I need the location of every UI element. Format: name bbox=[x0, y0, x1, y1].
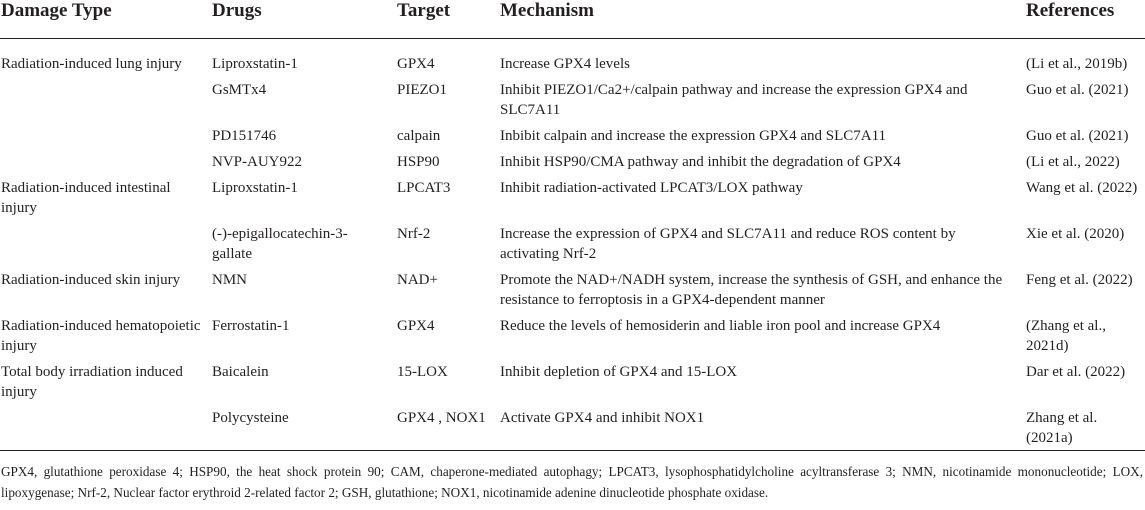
table-row bbox=[0, 80, 1145, 126]
reference-cell: Feng et al. (2022) bbox=[1026, 272, 1133, 288]
table-footnote: GPX4, glutathione peroxidase 4; HSP90, the heat shock protein 90; CAM, chaperone-mediated autophagy; LPCAT3, lysophosphatidylcholine acyltransferase 3; NMN, nicotinamide mononucleotide; LOX, lipoxygenase; Nrf-2, Nuclear factor erythroid 2-related factor 2; GSH, glutathione; NOX1, nicotinamide adenine dinucleotide phosphate oxidase. bbox=[1, 464, 1143, 500]
drug-cell: Baicalein bbox=[212, 364, 269, 380]
table-bottom-rule bbox=[0, 450, 1145, 451]
mechanism-cell: Increase GPX4 levels bbox=[500, 56, 630, 72]
target-cell: LPCAT3 bbox=[397, 180, 451, 196]
table-row bbox=[0, 126, 1145, 152]
mechanism-cell: Inhibit depletion of GPX4 and 15-LOX bbox=[500, 364, 738, 380]
damage-type-cell bbox=[0, 224, 212, 270]
target-cell: HSP90 bbox=[397, 154, 440, 170]
drug-cell: PD151746 bbox=[212, 128, 277, 144]
table-row bbox=[0, 39, 1145, 81]
reference-cell: Zhang et al. (2021a) bbox=[1026, 410, 1098, 446]
table-row bbox=[0, 152, 1145, 178]
mechanism-cell: Reduce the levels of hemosiderin and liable iron pool and increase GPX4 bbox=[500, 318, 941, 334]
damage-type-cell: Radiation-induced intestinal injury bbox=[1, 180, 171, 216]
mechanism-cell: Inhibit PIEZO1/Ca2+/calpain pathway and increase the expression GPX4 and SLC7A11 bbox=[500, 82, 968, 118]
damage-type-cell: Total body irradiation induced injury bbox=[1, 364, 183, 400]
reference-cell: (Zhang et al., 2021d) bbox=[1026, 318, 1106, 354]
table-row bbox=[0, 362, 1145, 408]
damage-type-cell: Radiation-induced lung injury bbox=[1, 56, 182, 72]
header-row bbox=[0, 0, 1145, 39]
drug-cell: (-)-epigallocatechin-3-gallate bbox=[212, 226, 348, 262]
target-cell: calpain bbox=[397, 128, 441, 144]
target-cell: 15-LOX bbox=[397, 364, 448, 380]
table-row bbox=[0, 270, 1145, 316]
mechanism-cell: Promote the NAD+/NADH system, increase the synthesis of GSH, and enhance the resistance to ferroptosis in a GPX4-dependent manner bbox=[500, 272, 1003, 308]
reference-cell: Wang et al. (2022) bbox=[1026, 180, 1138, 196]
mechanism-cell: Activate GPX4 and inhibit NOX1 bbox=[500, 410, 705, 426]
drug-cell: Polycysteine bbox=[212, 410, 289, 426]
table-row bbox=[0, 408, 1145, 454]
drug-cell: NMN bbox=[212, 272, 248, 288]
mechanism-cell: Inhibit HSP90/CMA pathway and inhibit the degradation of GPX4 bbox=[500, 154, 901, 170]
drug-cell: GsMTx4 bbox=[212, 82, 267, 98]
reference-cell: Dar et al. (2022) bbox=[1026, 364, 1126, 380]
drug-cell: Ferrostatin-1 bbox=[212, 318, 290, 334]
target-cell: GPX4 bbox=[397, 56, 435, 72]
target-cell: PIEZO1 bbox=[397, 82, 447, 98]
drug-cell: Liproxstatin-1 bbox=[212, 180, 298, 196]
reference-cell: (Li et al., 2019b) bbox=[1026, 56, 1128, 72]
target-cell: GPX4 bbox=[397, 318, 435, 334]
header-target: Target bbox=[397, 0, 500, 39]
table-row bbox=[0, 316, 1145, 362]
damage-type-cell: Radiation-induced hematopoietic injury bbox=[1, 318, 201, 354]
target-cell: Nrf-2 bbox=[397, 226, 431, 242]
damage-type-cell bbox=[0, 80, 212, 126]
table-row bbox=[0, 178, 1145, 224]
header-mechanism: Mechanism bbox=[500, 0, 1026, 39]
header-references: References bbox=[1026, 0, 1145, 39]
mechanism-cell: Inhibit radiation-activated LPCAT3/LOX pathway bbox=[500, 180, 803, 196]
table-row bbox=[0, 224, 1145, 270]
reference-cell: Guo et al. (2021) bbox=[1026, 128, 1129, 144]
reference-cell: (Li et al., 2022) bbox=[1026, 154, 1120, 170]
damage-type-cell: Radiation-induced skin injury bbox=[1, 272, 181, 288]
target-cell: NAD+ bbox=[397, 272, 438, 288]
header-damage-type: Damage Type bbox=[0, 0, 212, 39]
mechanism-cell: Inbibit calpain and increase the expression GPX4 and SLC7A11 bbox=[500, 128, 887, 144]
drug-cell: Liproxstatin-1 bbox=[212, 56, 298, 72]
reference-cell: Guo et al. (2021) bbox=[1026, 82, 1129, 98]
header-drugs: Drugs bbox=[212, 0, 397, 39]
mechanism-cell: Increase the expression of GPX4 and SLC7A11 and reduce ROS content by activating Nrf-2 bbox=[500, 226, 956, 262]
damage-type-cell bbox=[0, 126, 212, 152]
damage-type-cell bbox=[0, 152, 212, 178]
damage-type-cell bbox=[0, 408, 212, 454]
target-cell: GPX4 , NOX1 bbox=[397, 410, 486, 426]
reference-cell: Xie et al. (2020) bbox=[1026, 226, 1125, 242]
drug-cell: NVP-AUY922 bbox=[212, 154, 302, 170]
